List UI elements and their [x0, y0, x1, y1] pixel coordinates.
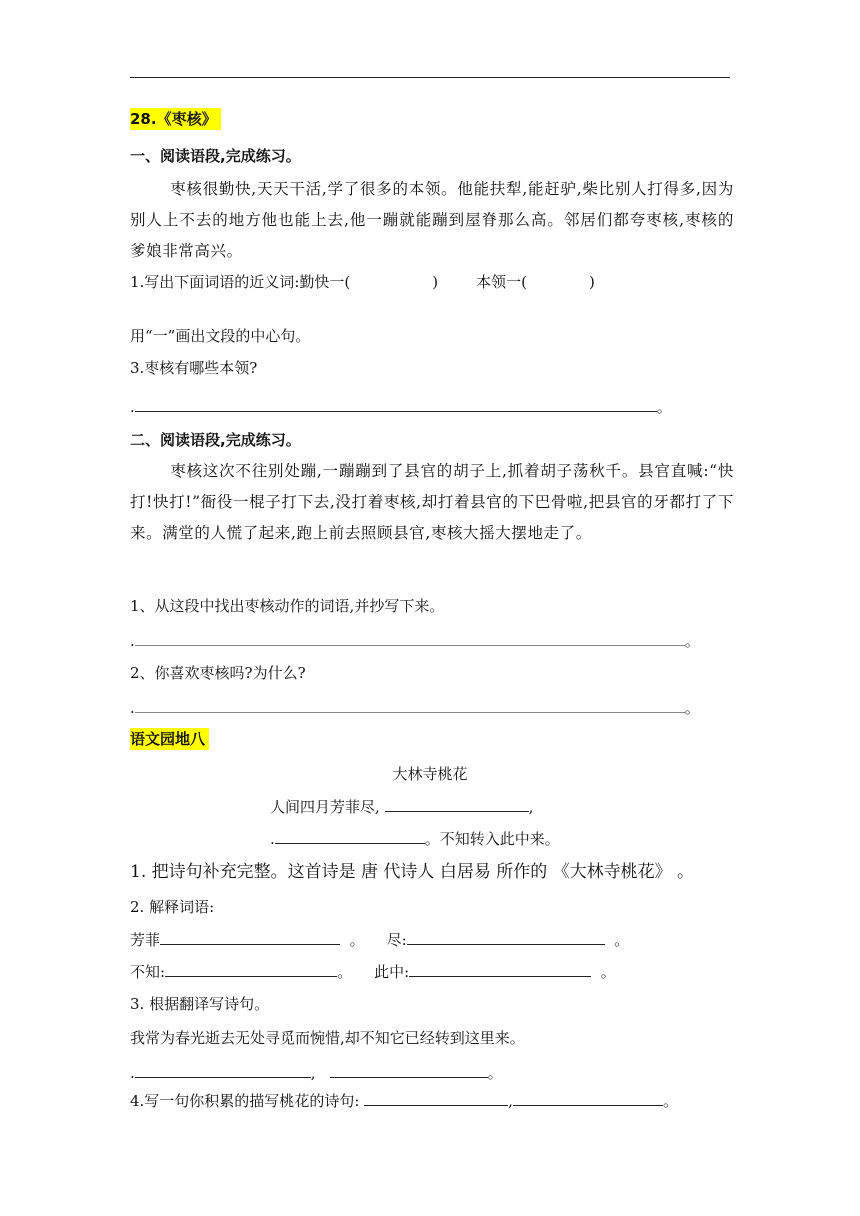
- section1-heading: 一、阅读语段,完成练习。: [130, 147, 301, 165]
- lesson-title: 28.《枣核》: [130, 109, 221, 129]
- translation-blank-2[interactable]: [330, 1062, 488, 1078]
- section1-q3-answer-line[interactable]: . 。: [130, 398, 672, 416]
- poem-line-1: 人间四月芳菲尽, ,: [270, 798, 534, 816]
- word-blank-fangfei[interactable]: [160, 929, 340, 945]
- garden-q2: 2. 解释词语:: [130, 898, 215, 916]
- section2-q1-answer-line[interactable]: . 。: [130, 632, 700, 650]
- word-row-1: 芳菲 。 尽: 。: [130, 931, 630, 949]
- garden-title: 语文园地八: [130, 729, 209, 749]
- translation-blank-1[interactable]: [135, 1062, 311, 1078]
- poem-blank-1[interactable]: [385, 796, 529, 812]
- section1-q2: 用“一”画出文段的中心句。: [130, 327, 311, 345]
- section1-q1: 1.写出下面词语的近义词:勤快一( ) 本领一( ): [130, 273, 595, 291]
- poem-blank-2[interactable]: [275, 828, 425, 844]
- section2-passage: 枣核这次不往别处蹦,一蹦蹦到了县官的胡子上,抓着胡子荡秋千。县官直喊:“快打!快打!”衙役一棍子打下去,没打着枣核,却打着县官的下巴骨啦,把县官的牙都打了下来。满堂的人慌了起来,跑上前去照顾县官,枣核大摇大摆地走了。: [130, 462, 734, 542]
- section2-q2-answer-line[interactable]: . 。: [130, 699, 700, 717]
- word-row-2: 不知: 。 此中: 。: [130, 963, 616, 981]
- section1-passage: 枣核很勤快,天天干活,学了很多的本领。他能扶犁,能赶驴,柴比别人打得多,因为别人上不去的地方他也能上去,他一蹦就能蹦到屋脊那么高。邻居们都夸枣核,枣核的爹娘非常高兴。: [130, 180, 734, 260]
- section2-heading: 二、阅读语段,完成练习。: [130, 431, 301, 449]
- word-blank-buzhi[interactable]: [165, 961, 337, 977]
- section1-q3: 3.枣核有哪些本领?: [130, 359, 258, 377]
- section2-q2: 2、你喜欢枣核吗?为什么?: [130, 664, 306, 682]
- peach-poem-blank-2[interactable]: [513, 1090, 663, 1106]
- poem-title: 大林寺桃花: [392, 765, 468, 783]
- garden-q3: 3. 根据翻译写诗句。: [130, 995, 270, 1013]
- word-blank-jin[interactable]: [407, 929, 605, 945]
- garden-q4: 4.写一句你积累的描写桃花的诗句: , 。: [130, 1092, 678, 1110]
- translation-text: 我常为春光逝去无处寻觅而惋惜,却不知它已经转到这里来。: [130, 1029, 525, 1047]
- header-rule: [130, 77, 730, 78]
- poem-line-2: . 。不知转入此中来。: [270, 830, 560, 848]
- word-blank-cizhong[interactable]: [409, 961, 591, 977]
- peach-poem-blank-1[interactable]: [364, 1090, 508, 1106]
- translation-answer-line: . , 。: [130, 1064, 503, 1082]
- section2-q1: 1、从这段中找出枣核动作的词语,并抄写下来。: [130, 597, 445, 615]
- garden-q1: 1. 把诗句补充完整。这首诗是 唐 代诗人 白居易 所作的 《大林寺桃花》 。: [130, 862, 695, 882]
